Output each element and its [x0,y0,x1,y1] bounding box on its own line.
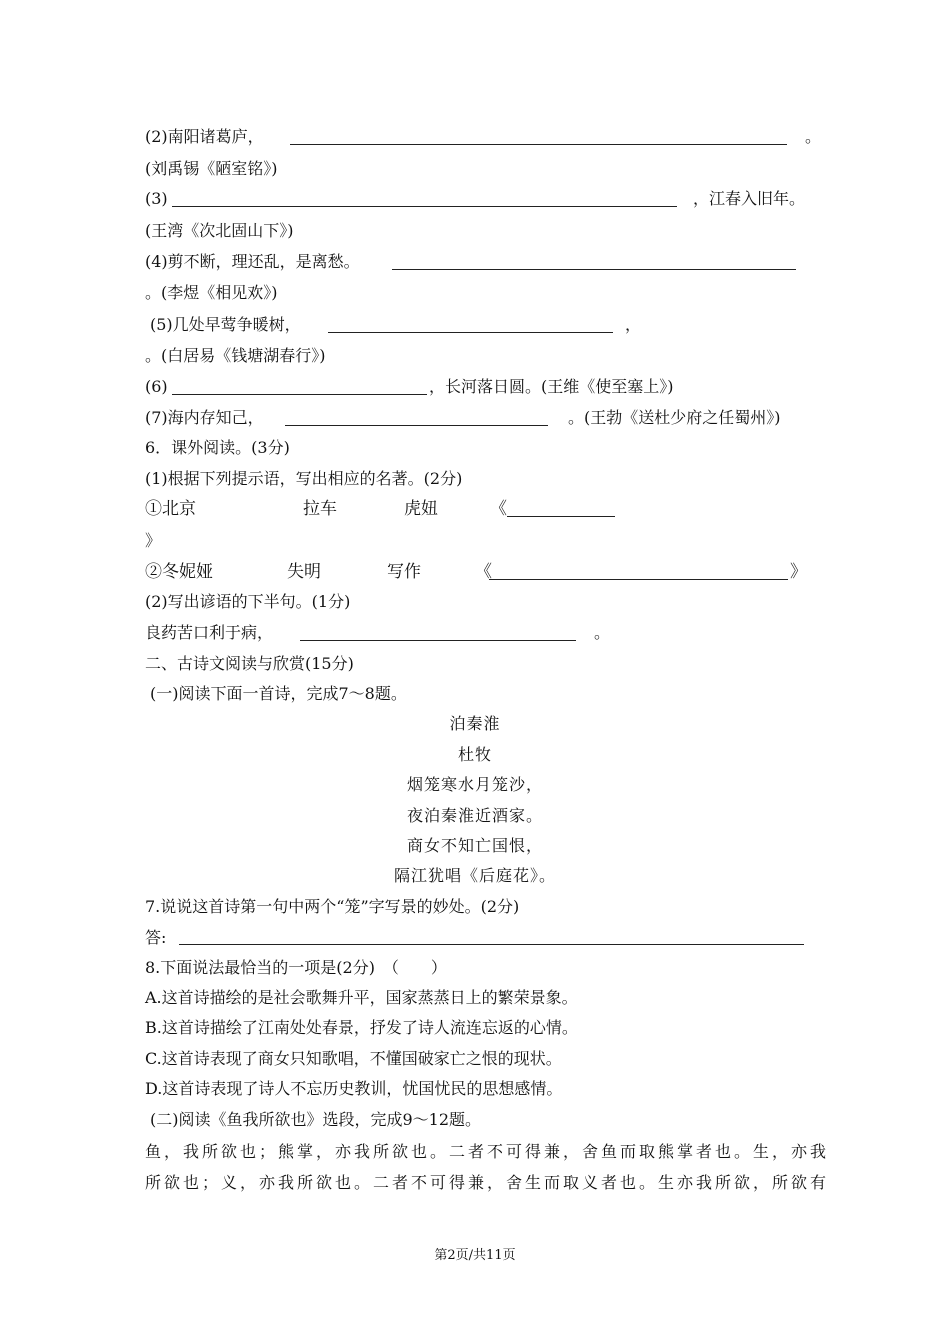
poem-line: 商女不知亡国恨， [406,836,543,855]
q5-line3-blank[interactable] [172,206,677,207]
q5-line2-source: (刘禹锡《陋室铭》) [145,159,278,178]
q6-row1-open: 《 [490,499,507,519]
q5-line5-source: 。(白居易《钱塘湖春行》) [145,346,326,365]
q5-line6-prefix: (6) [145,377,168,396]
q6-row2-hint: ②冬妮娅 [145,562,213,582]
classical-text-line: 鱼，我所欲也；熊掌，亦我所欲也。二者不可得兼，舍鱼而取熊掌者也。生，亦我 [145,1142,830,1161]
q5-line7-prefix: (7)海内存知己， [145,408,264,427]
q5-line7-suffix: 。(王勃《送杜少府之任蜀州》) [568,408,781,427]
q6-proverb-blank[interactable] [300,640,576,641]
q5-line6-suffix: ，长河落日圆。(王维《使至塞上》) [429,377,674,396]
poem-line: 隔江犹唱《后庭花》。 [393,866,556,885]
q6-row2-hint-b: 写作 [387,562,421,582]
q6-sub2: (2)写出谚语的下半句。(1分) [145,592,351,611]
q6-row2-open: 《 [475,562,492,582]
q7-answer-label: 答: [145,928,167,947]
part2-title: (二)阅读《鱼我所欲也》选段，完成9～12题。 [150,1110,482,1129]
section2-title: 二、古诗文阅读与欣赏(15分) [145,654,354,673]
q5-line2-prefix: (2)南阳诸葛庐， [145,127,264,146]
poem-title: 泊秦淮 [449,714,501,733]
q5-line3-source: (王湾《次北固山下》) [145,221,294,240]
q5-line2-blank[interactable] [290,144,787,145]
q6-row1-hint-b: 虎妞 [404,499,438,519]
q5-line3-suffix: ，江春入旧年。 [693,189,806,208]
q6-sub1: (1)根据下列提示语，写出相应的名著。(2分) [145,469,463,488]
part1-title: (一)阅读下面一首诗，完成7～8题。 [150,684,407,703]
poem-author: 杜牧 [457,745,492,764]
q5-line7-blank[interactable] [285,425,548,426]
q6-row1-hint: ①北京 [145,499,196,519]
q6-row2-blank[interactable] [489,579,788,580]
q8-option[interactable]: C.这首诗表现了商女只知歌唱，不懂国破家亡之恨的现状。 [145,1049,562,1068]
q7-answer-blank[interactable] [179,944,804,945]
q8-option[interactable]: D.这首诗表现了诗人不忘历史教训，忧国忧民的思想感情。 [145,1079,563,1098]
q5-line4-prefix: (4)剪不断，理还乱，是离愁。 [145,252,360,271]
poem-line: 烟笼寒水月笼沙， [406,775,543,794]
q5-line2-end: 。 [805,127,822,146]
q5-line4-source: 。(李煜《相见欢》) [145,283,278,302]
q8-text: 8.下面说法最恰当的一项是(2分) （ ） [145,958,447,977]
q6-title: 6．课外阅读。(3分) [145,438,290,457]
q5-line4-blank[interactable] [392,269,796,270]
q6-row1-blank[interactable] [507,516,615,517]
q6-row2-hint-a: 失明 [287,562,321,582]
q5-line5-prefix: (5)几处早莺争暖树， [150,315,301,334]
q5-line3-prefix: (3) [145,189,168,208]
q5-line5-suffix: ， [625,315,642,334]
q5-line5-blank[interactable] [328,332,613,333]
q6-proverb: 良药苦口利于病， [145,623,274,642]
q5-line6-blank[interactable] [172,394,427,395]
q6-row2-close: 》 [790,562,807,582]
q6-row1-hint-a: 拉车 [303,499,337,519]
q8-option[interactable]: B.这首诗描绘了江南处处春景，抒发了诗人流连忘返的心情。 [145,1018,578,1037]
q8-option[interactable]: A.这首诗描绘的是社会歌舞升平，国家蒸蒸日上的繁荣景象。 [145,988,578,1007]
q6-proverb-end: 。 [594,623,611,642]
poem-line: 夜泊秦淮近酒家。 [406,806,543,825]
q6-row1-close: 》 [145,531,162,550]
q7-text: 7.说说这首诗第一句中两个“笼”字写景的妙处。(2分) [145,897,520,916]
classical-text-line: 所欲也；义，亦我所欲也。二者不可得兼，舍生而取义者也。生亦我所欲，所欲有 [145,1173,830,1192]
page-footer: 第2页/共11页 [434,1248,516,1263]
